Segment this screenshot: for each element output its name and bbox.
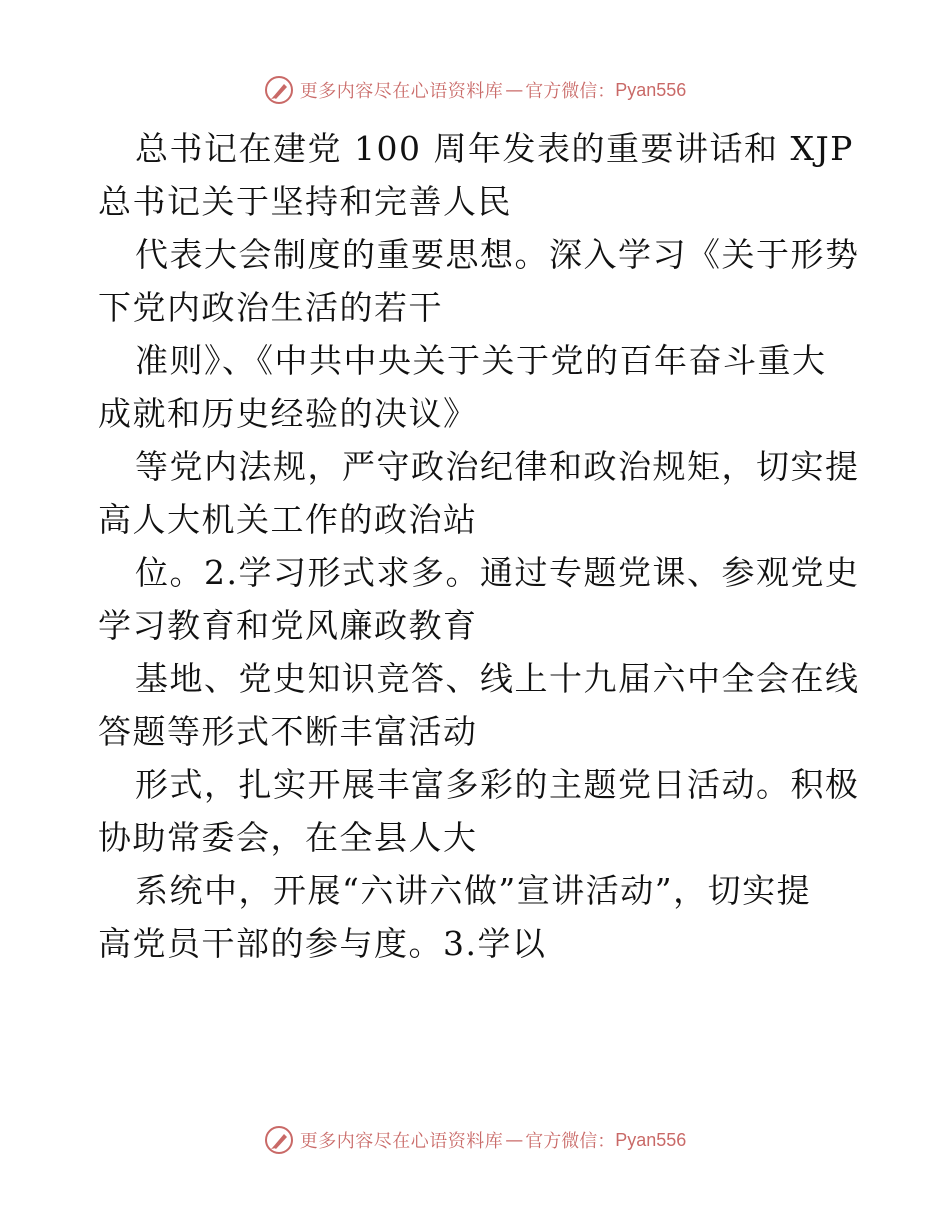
paragraph-line: 准则》、《中共中央关于关于党的百年奋斗重大 [135,341,827,380]
paragraph-line: 系统中，开展“六讲六做”宣讲活动”，切实提 [135,871,812,910]
paragraph [98,758,858,864]
watermark-label: 官方微信： [525,1131,616,1152]
paragraph-line: 代表大会制度的重要思想。深入学习《关于形势 [135,235,860,274]
watermark-brand: 更多内容尽在心语资料库 [299,81,504,102]
paragraph-line: 等党内法规，严守政治纪律和政治规矩，切实提 [135,447,860,486]
paragraph-line: 形式，扎实开展丰富多彩的主题党日活动。积极 [135,765,860,804]
watermark-separator: — [505,1129,524,1151]
paragraph [98,122,858,228]
document-body [98,122,858,970]
paragraph [98,440,858,546]
paragraph [98,334,858,440]
watermark-label: 官方微信： [525,81,616,102]
watermark-id: Pyan556 [615,79,687,100]
paragraph-line: 下党内政治生活的若干 [98,288,443,327]
watermark-brand: 更多内容尽在心语资料库 [299,1131,504,1152]
paragraph [98,228,858,334]
paragraph-line: 答题等形式不断丰富活动 [98,712,478,751]
paragraph-line: 总书记关于坚持和完善人民 [98,182,512,221]
paragraph [98,652,858,758]
paragraph-line: 成就和历史经验的决议》 [98,394,478,433]
paragraph-line: 高党员干部的参与度。3.学以 [98,924,547,963]
paragraph-line: 学习教育和党风廉政教育 [98,606,478,645]
paragraph-line: 总书记在建党 100 周年发表的重要讲话和 XJP [135,129,854,168]
paragraph-line: 基地、党史知识竞答、线上十九届六中全会在线 [135,659,860,698]
paragraph-line: 位。2.学习形式求多。通过专题党课、参观党史 [135,553,860,592]
watermark-separator: — [505,79,524,101]
header-watermark [0,70,950,110]
paragraph-line: 高人大机关工作的政治站 [98,500,478,539]
watermark-id: Pyan556 [615,1129,687,1150]
pen-logo-icon [264,1125,294,1155]
paragraph-line: 协助常委会，在全县人大 [98,818,478,857]
paragraph [98,546,858,652]
footer-watermark [0,1120,950,1160]
paragraph [98,864,858,970]
pen-logo-icon [264,75,294,105]
